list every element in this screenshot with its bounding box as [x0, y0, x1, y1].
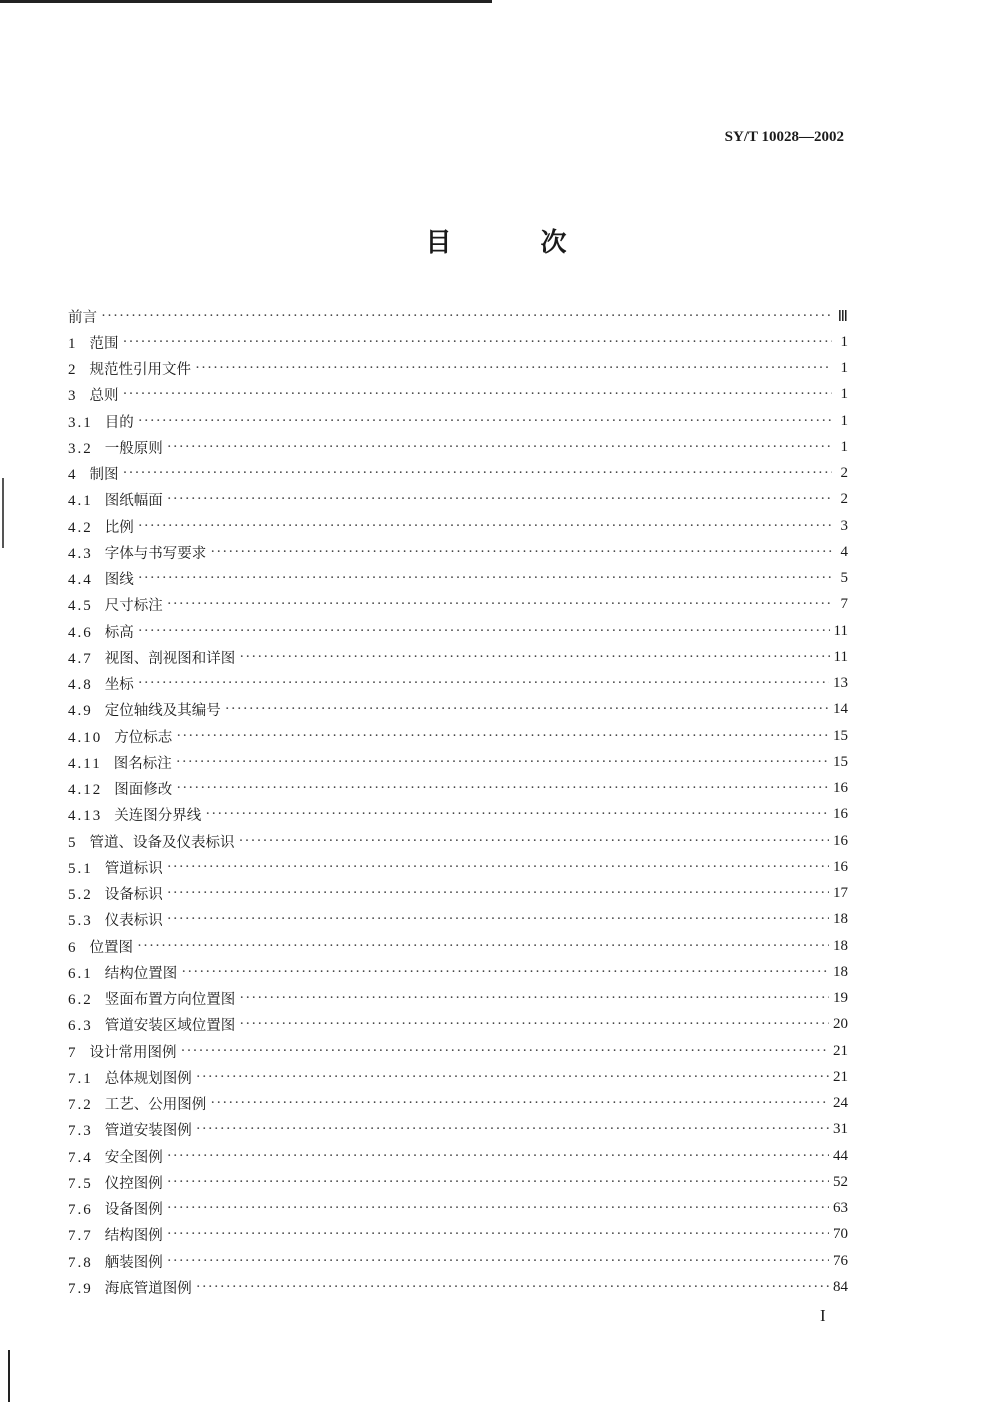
toc-leader-dots: [196, 1121, 829, 1138]
toc-entry[interactable]: [68, 1012, 848, 1038]
toc-entry[interactable]: [68, 513, 848, 539]
toc-entry-label: [68, 1198, 163, 1219]
toc-leader-dots: [138, 570, 832, 587]
toc-entry-page: 15: [833, 727, 848, 744]
toc-entry-title: 设备图例: [104, 1202, 163, 1219]
toc-entry-title: 图面修改: [114, 782, 173, 799]
toc-entry[interactable]: [68, 933, 848, 959]
toc-entry[interactable]: [68, 303, 848, 329]
toc-entry[interactable]: [68, 592, 848, 618]
toc-entry-title: 仪控图例: [104, 1175, 163, 1192]
toc-entry-label: [68, 988, 235, 1009]
table-of-contents: [68, 303, 848, 1301]
toc-entry-label: [68, 962, 177, 983]
toc-entry-label: [68, 752, 172, 773]
toc-entry-page: 5: [840, 570, 848, 587]
toc-entry-label: [68, 857, 163, 878]
toc-entry-page: 18: [833, 911, 848, 928]
toc-entry-number: 6.1: [68, 965, 93, 982]
toc-entry-page: 21: [833, 1068, 848, 1085]
toc-entry-number: 7: [68, 1044, 78, 1061]
toc-entry-page: Ⅲ: [837, 308, 848, 325]
toc-entry-label: [68, 699, 221, 720]
toc-entry-number: 4.7: [68, 650, 93, 667]
toc-entry[interactable]: [68, 881, 848, 907]
toc-entry[interactable]: [68, 566, 848, 592]
toc-entry-title: 标高: [104, 624, 134, 641]
toc-entry-label: [68, 831, 235, 852]
toc-entry-title: 规范性引用文件: [89, 362, 191, 379]
toc-entry-title: 舾装图例: [104, 1254, 163, 1271]
toc-entry-title: 工艺、公用图例: [104, 1097, 207, 1114]
toc-entry-number: 4.2: [68, 519, 93, 536]
toc-entry-number: 6.3: [68, 1018, 93, 1035]
toc-entry-title: 制图: [89, 467, 119, 484]
toc-entry-number: 5: [68, 834, 78, 851]
toc-entry-title: 管道安装区域位置图: [104, 1018, 236, 1035]
toc-entry-page: 24: [833, 1095, 848, 1112]
toc-leader-dots: [239, 1016, 829, 1033]
toc-entry-page: 18: [833, 963, 848, 980]
scan-margin-mark: [2, 478, 4, 548]
toc-entry-page: 14: [833, 701, 848, 718]
toc-entry-title: 总则: [89, 388, 119, 405]
toc-entry-number: 4.1: [68, 493, 93, 510]
toc-entry[interactable]: [68, 382, 848, 408]
toc-entry-label: [68, 516, 134, 537]
toc-entry[interactable]: [68, 356, 848, 382]
toc-entry-page: 11: [833, 622, 848, 639]
toc-entry-page: 7: [840, 596, 848, 613]
toc-entry-title: 管道、设备及仪表标识: [89, 834, 235, 851]
toc-entry-label: [68, 883, 163, 904]
toc-leader-dots: [181, 1043, 830, 1060]
toc-entry-label: [68, 1014, 235, 1035]
toc-entry[interactable]: [68, 1064, 848, 1090]
toc-entry[interactable]: [68, 1143, 848, 1169]
toc-entry-number: 7.8: [68, 1254, 93, 1271]
toc-entry-number: 5.2: [68, 887, 93, 904]
toc-entry-title: 图名标注: [113, 755, 172, 772]
toc-leader-dots: [210, 1095, 829, 1112]
toc-entry-number: 4.12: [68, 782, 103, 799]
toc-entry-label: [68, 1251, 163, 1272]
toc-entry-label: [68, 778, 172, 799]
toc-entry-page: 2: [840, 465, 848, 482]
toc-entry-number: 7.3: [68, 1123, 93, 1140]
toc-entry-title: 结构位置图: [104, 965, 178, 982]
toc-entry-label: [68, 1224, 163, 1245]
toc-entry-number: 7.6: [68, 1202, 93, 1219]
toc-leader-dots: [138, 518, 832, 535]
toc-entry-label: [68, 463, 119, 484]
toc-leader-dots: [167, 911, 829, 928]
toc-entry-label: [68, 489, 163, 510]
toc-entry-page: 21: [833, 1042, 848, 1059]
toc-leader-dots: [167, 439, 832, 456]
toc-entry-title: 尺寸标注: [104, 598, 163, 615]
scan-edge-line: [0, 0, 492, 3]
toc-entry-number: 4.8: [68, 677, 93, 694]
toc-entry-label: [68, 647, 235, 668]
toc-entry-title: 设备标识: [104, 887, 163, 904]
toc-entry-page: 15: [833, 753, 848, 770]
toc-entry-number: 4: [68, 467, 78, 484]
toc-leader-dots: [210, 544, 832, 561]
toc-entry-label: [68, 437, 163, 458]
toc-entry-page: 16: [833, 806, 848, 823]
toc-entry-number: 4.5: [68, 598, 93, 615]
toc-entry-label: [68, 358, 191, 379]
toc-entry-number: 6: [68, 939, 78, 956]
toc-entry-page: 1: [840, 412, 848, 429]
toc-leader-dots: [196, 1279, 829, 1296]
toc-entry-number: 3: [68, 388, 78, 405]
toc-entry-title: 比例: [104, 519, 134, 536]
toc-leader-dots: [167, 885, 829, 902]
toc-leader-dots: [167, 1148, 829, 1165]
toc-entry-page: 11: [833, 648, 848, 665]
toc-leader-dots: [205, 806, 829, 823]
toc-entry-page: 70: [833, 1226, 848, 1243]
toc-entry-title: 仪表标识: [104, 913, 163, 930]
toc-entry-title: 范围: [89, 335, 119, 352]
toc-entry-title: 设计常用图例: [89, 1044, 177, 1061]
toc-entry-page: 52: [833, 1173, 848, 1190]
toc-entry-page: 84: [833, 1278, 848, 1295]
page-number: I: [820, 1306, 826, 1325]
toc-entry-label: [68, 384, 119, 405]
toc-leader-dots: [176, 754, 829, 771]
toc-entry[interactable]: [68, 1169, 848, 1195]
toc-entry-title: 竖面布置方向位置图: [104, 992, 236, 1009]
toc-leader-dots: [176, 780, 829, 797]
toc-leader-dots: [101, 308, 832, 325]
toc-leader-dots: [167, 1200, 829, 1217]
toc-entry-page: 16: [833, 858, 848, 875]
toc-leader-dots: [167, 491, 832, 508]
toc-entry[interactable]: [68, 434, 848, 460]
toc-entry-number: 4.4: [68, 572, 93, 589]
toc-entry-number: 7.7: [68, 1228, 93, 1245]
toc-leader-dots: [123, 386, 833, 403]
toc-entry[interactable]: [68, 1222, 848, 1248]
scan-margin-mark: [8, 1350, 10, 1402]
toc-entry-number: 4.9: [68, 703, 93, 720]
toc-entry-title: 方位标志: [114, 729, 173, 746]
toc-entry-label: [68, 1093, 206, 1114]
toc-entry[interactable]: [68, 461, 848, 487]
toc-entry-page: 1: [840, 360, 848, 377]
toc-entry-number: 4.6: [68, 624, 93, 641]
toc-entry[interactable]: [68, 1038, 848, 1064]
toc-entry-number: 2: [68, 362, 78, 379]
toc-entry-title: 位置图: [89, 939, 133, 956]
toc-entry[interactable]: [68, 487, 848, 513]
toc-entry-number: 5.3: [68, 913, 93, 930]
toc-entry-label: [68, 306, 97, 327]
toc-entry-title: 图纸幅面: [104, 493, 163, 510]
toc-entry-page: 1: [840, 438, 848, 455]
toc-entry-page: 2: [840, 491, 848, 508]
toc-entry-page: 19: [833, 990, 848, 1007]
toc-leader-dots: [195, 360, 832, 377]
toc-leader-dots: [138, 675, 829, 692]
toc-entry-title: 结构图例: [104, 1228, 163, 1245]
toc-entry-title: 海底管道图例: [104, 1280, 192, 1297]
document-code: SY/T 10028—2002: [724, 129, 844, 145]
toc-leader-dots: [225, 701, 829, 718]
toc-entry-page: 31: [833, 1121, 848, 1138]
toc-entry[interactable]: [68, 1091, 848, 1117]
toc-entry-number: 4.13: [68, 808, 103, 825]
toc-entry[interactable]: [68, 329, 848, 355]
toc-entry[interactable]: [68, 828, 848, 854]
toc-entry-label: [68, 1067, 192, 1088]
toc-entry-title: 总体规划图例: [104, 1070, 192, 1087]
toc-entry-number: 4.11: [68, 755, 102, 772]
toc-entry-page: 18: [833, 937, 848, 954]
toc-entry[interactable]: [68, 1274, 848, 1300]
toc-leader-dots: [167, 1253, 829, 1270]
toc-entry-page: 1: [840, 333, 848, 350]
toc-entry-title: 管道安装图例: [104, 1123, 192, 1140]
toc-entry-label: [68, 1041, 177, 1062]
toc-entry-label: [68, 936, 133, 957]
toc-leader-dots: [123, 465, 833, 482]
toc-entry[interactable]: [68, 959, 848, 985]
toc-leader-dots: [196, 1069, 829, 1086]
toc-entry-label: [68, 726, 172, 747]
toc-leader-dots: [239, 649, 829, 666]
toc-entry[interactable]: [68, 802, 848, 828]
toc-entry[interactable]: [68, 697, 848, 723]
toc-entry-title: 坐标: [104, 677, 134, 694]
toc-entry-page: 63: [833, 1200, 848, 1217]
toc-entry[interactable]: [68, 749, 848, 775]
toc-entry-label: [68, 1119, 192, 1140]
toc-entry[interactable]: [68, 1248, 848, 1274]
toc-entry-number: 7.5: [68, 1175, 93, 1192]
toc-entry-title: 安全图例: [104, 1149, 163, 1166]
toc-entry-label: [68, 411, 134, 432]
toc-leader-dots: [137, 938, 829, 955]
toc-entry-label: [68, 1146, 163, 1167]
toc-entry[interactable]: [68, 854, 848, 880]
toc-entry-page: 4: [840, 543, 848, 560]
toc-entry-page: 16: [833, 832, 848, 849]
toc-entry-number: 6.2: [68, 992, 93, 1009]
toc-leader-dots: [181, 964, 829, 981]
toc-entry-label: [68, 1277, 192, 1298]
toc-entry-number: 4.10: [68, 729, 103, 746]
toc-entry-label: [68, 594, 163, 615]
toc-leader-dots: [239, 990, 829, 1007]
toc-entry-number: 4.3: [68, 545, 93, 562]
toc-entry[interactable]: [68, 1117, 848, 1143]
toc-entry-page: 76: [833, 1252, 848, 1269]
toc-leader-dots: [123, 334, 833, 351]
toc-entry-page: 17: [833, 885, 848, 902]
toc-entry[interactable]: [68, 539, 848, 565]
toc-entry-number: 5.1: [68, 860, 93, 877]
toc-entry[interactable]: [68, 723, 848, 749]
toc-entry-label: [68, 621, 134, 642]
toc-leader-dots: [176, 728, 829, 745]
toc-entry-number: 1: [68, 335, 78, 352]
toc-entry-title: 前言: [68, 309, 97, 326]
toc-entry-number: 7.2: [68, 1097, 93, 1114]
toc-entry-title: 定位轴线及其编号: [104, 703, 221, 720]
toc-entry-label: [68, 568, 134, 589]
toc-entry-label: [68, 909, 163, 930]
toc-entry-page: 44: [833, 1147, 848, 1164]
toc-entry-label: [68, 1172, 163, 1193]
toc-entry-title: 一般原则: [104, 440, 163, 457]
toc-entry[interactable]: [68, 644, 848, 670]
toc-entry-page: 13: [833, 675, 848, 692]
toc-entry[interactable]: [68, 1196, 848, 1222]
toc-entry-title: 视图、剖视图和详图: [104, 650, 236, 667]
toc-entry-label: [68, 332, 119, 353]
toc-entry-number: 7.9: [68, 1280, 93, 1297]
toc-entry-label: [68, 542, 206, 563]
toc-entry-title: 字体与书写要求: [104, 545, 207, 562]
toc-entry-title: 图线: [104, 572, 134, 589]
toc-entry-page: 16: [833, 780, 848, 797]
toc-leader-dots: [138, 413, 832, 430]
page-title: 目 次: [425, 228, 607, 258]
toc-leader-dots: [167, 596, 832, 613]
toc-entry-number: 3.1: [68, 414, 93, 431]
toc-entry-label: [68, 804, 201, 825]
toc-entry[interactable]: [68, 408, 848, 434]
toc-entry-page: 1: [840, 386, 848, 403]
toc-entry[interactable]: [68, 776, 848, 802]
toc-entry-page: 20: [833, 1016, 848, 1033]
toc-entry-title: 关连图分界线: [114, 808, 202, 825]
toc-leader-dots: [167, 859, 829, 876]
toc-entry-number: 7.4: [68, 1149, 93, 1166]
toc-entry-title: 目的: [104, 414, 134, 431]
toc-leader-dots: [167, 1174, 829, 1191]
toc-leader-dots: [138, 623, 830, 640]
toc-entry[interactable]: [68, 986, 848, 1012]
toc-entry-number: 7.1: [68, 1070, 93, 1087]
toc-entry-page: 3: [840, 517, 848, 534]
toc-entry-title: 管道标识: [104, 860, 163, 877]
toc-leader-dots: [239, 833, 830, 850]
toc-entry-number: 3.2: [68, 440, 93, 457]
toc-entry-label: [68, 673, 134, 694]
toc-entry[interactable]: [68, 618, 848, 644]
toc-entry[interactable]: [68, 671, 848, 697]
toc-leader-dots: [167, 1226, 829, 1243]
toc-entry[interactable]: [68, 907, 848, 933]
